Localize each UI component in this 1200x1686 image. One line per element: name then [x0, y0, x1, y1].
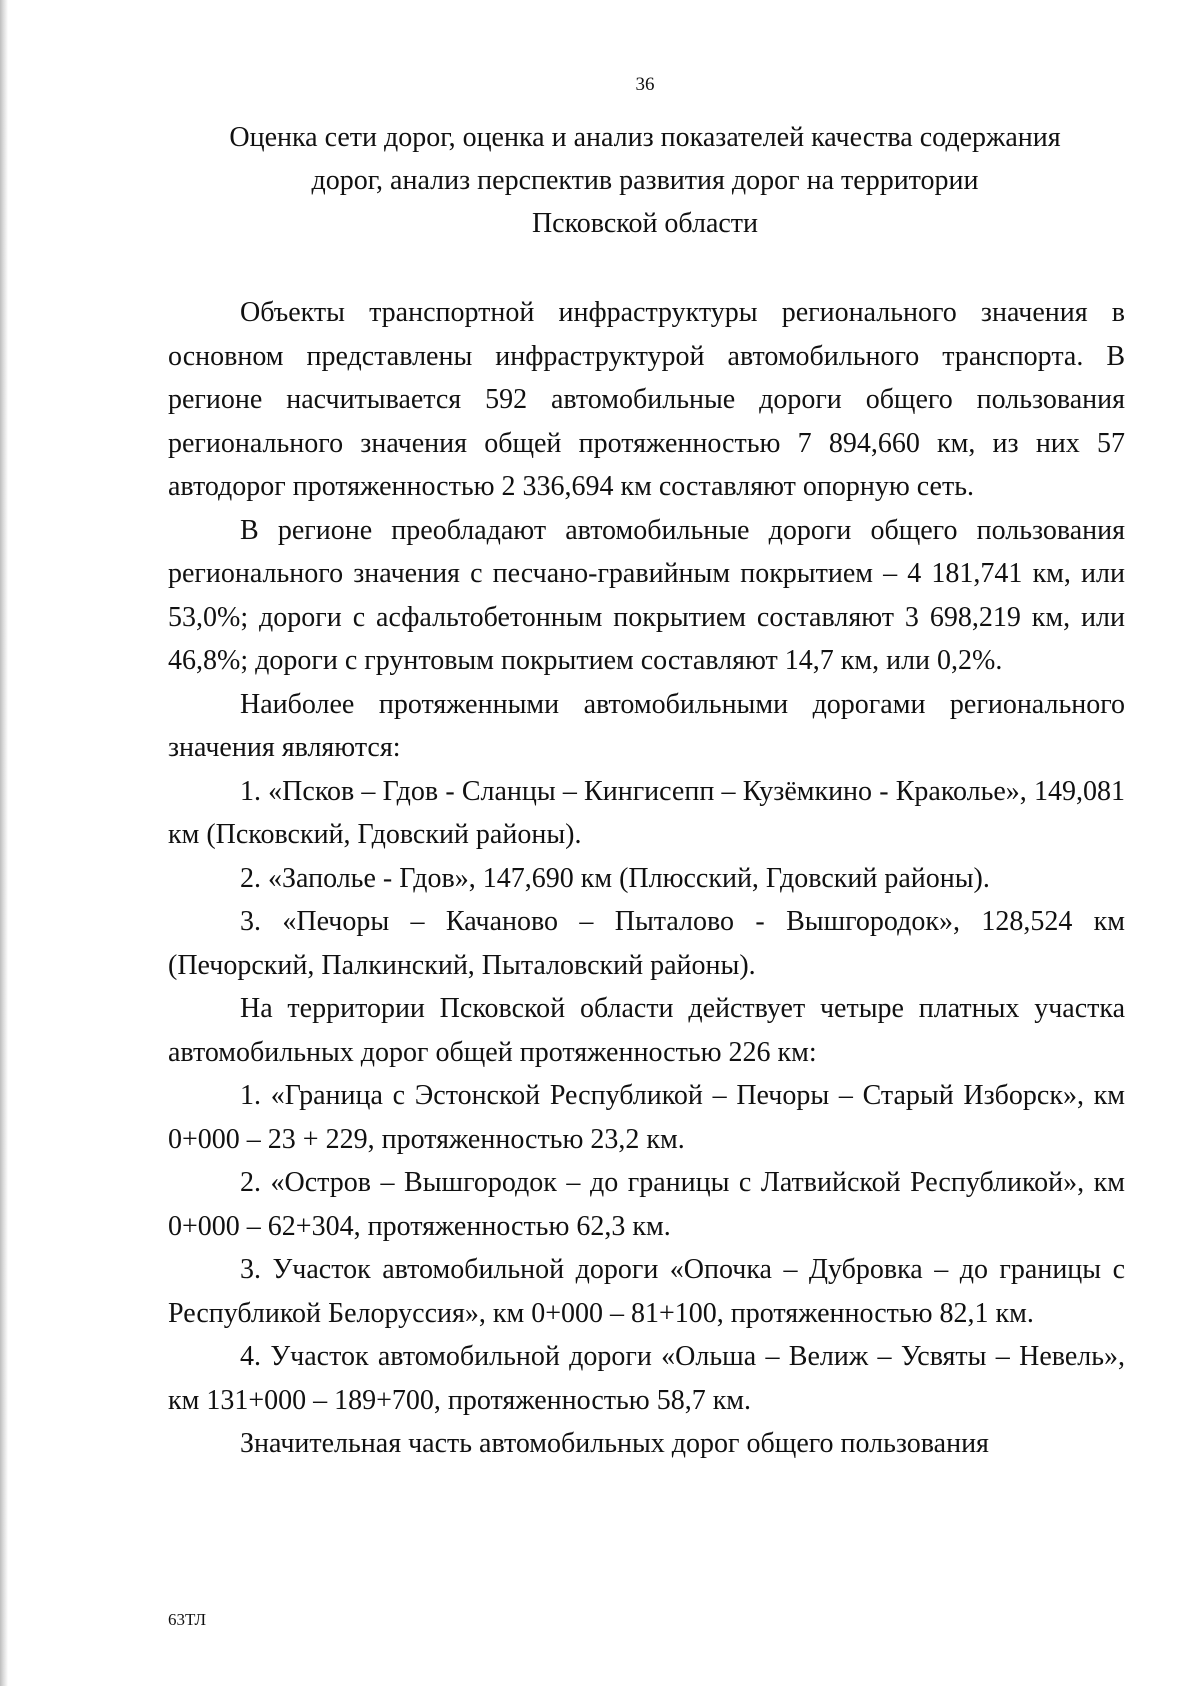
- section-heading: [170, 116, 1120, 245]
- heading-line-1: Оценка сети дорог, оценка и анализ показателей качества содержания: [229, 122, 1061, 153]
- list-item-road-2: 2. «Заполье - Гдов», 147,690 км (Плюсский, Гдовский районы).: [240, 862, 990, 894]
- footer-code: 63ТЛ: [168, 1610, 207, 1629]
- list-item-toll-2: 2. «Остров – Вышгородок – до границы с Латвийской Республикой», км 0+000 – 62+304, протяженностью 62,3 км.: [168, 1167, 1125, 1242]
- scan-edge: [0, 0, 8, 1686]
- list-item-road-1: 1. «Псков – Гдов - Сланцы – Кингисепп – Кузёмкино - Краколье», 149,081 км (Псковский, Гдовский районы).: [168, 775, 1125, 850]
- heading-line-2: дорог, анализ перспектив развития дорог на территории: [311, 165, 979, 196]
- body-text: [168, 291, 1125, 1466]
- list-item-toll-1: 1. «Граница с Эстонской Республикой – Печоры – Старый Изборск», км 0+000 – 23 + 229, протяженностью 23,2 км.: [168, 1080, 1125, 1155]
- paragraph-toll-roads-intro: На территории Псковской области действует четыре платных участка автомобильных дорог общей протяженностью 226 км:: [168, 993, 1125, 1068]
- list-item-toll-4: 4. Участок автомобильной дороги «Ольша – Велиж – Усвяты – Невель», км 131+000 – 189+700, протяженностью 58,7 км.: [168, 1341, 1125, 1416]
- paragraph-continuation: Значительная часть автомобильных дорог общего пользования: [240, 1428, 989, 1459]
- page-number: 36: [635, 74, 655, 95]
- paragraph-infrastructure: Объекты транспортной инфраструктуры регионального значения в основном представлены инфраструктурой автомобильного транспорта. В регионе насчитывается 592 автомобильные дороги общего пользования регионального значения общей протяженностью 7 894,660 км, из них 57 автодорог протяженностью 2 336,694 км составляют опорную сеть.: [168, 297, 1125, 502]
- heading-line-3: Псковской области: [531, 208, 759, 239]
- paragraph-surface-types: В регионе преобладают автомобильные дороги общего пользования регионального значения с песчано-гравийным покрытием – 4 181,741 км, или 53,0%; дороги с асфальтобетонным покрытием составляют 3 698,219 км, или 46,8%; дороги с грунтовым покрытием составляют 14,7 км, или 0,2%.: [168, 514, 1125, 676]
- paragraph-longest-roads-intro: Наиболее протяженными автомобильными дорогами регионального значения являются:: [168, 688, 1125, 763]
- list-item-toll-3: 3. Участок автомобильной дороги «Опочка – Дубровка – до границы с Республикой Белоруссия», км 0+000 – 81+100, протяженностью 82,1 км.: [168, 1254, 1125, 1329]
- list-item-road-3: 3. «Печоры – Качаново – Пыталово - Вышгородок», 128,524 км (Печорский, Палкинский, Пыталовский районы).: [168, 906, 1125, 981]
